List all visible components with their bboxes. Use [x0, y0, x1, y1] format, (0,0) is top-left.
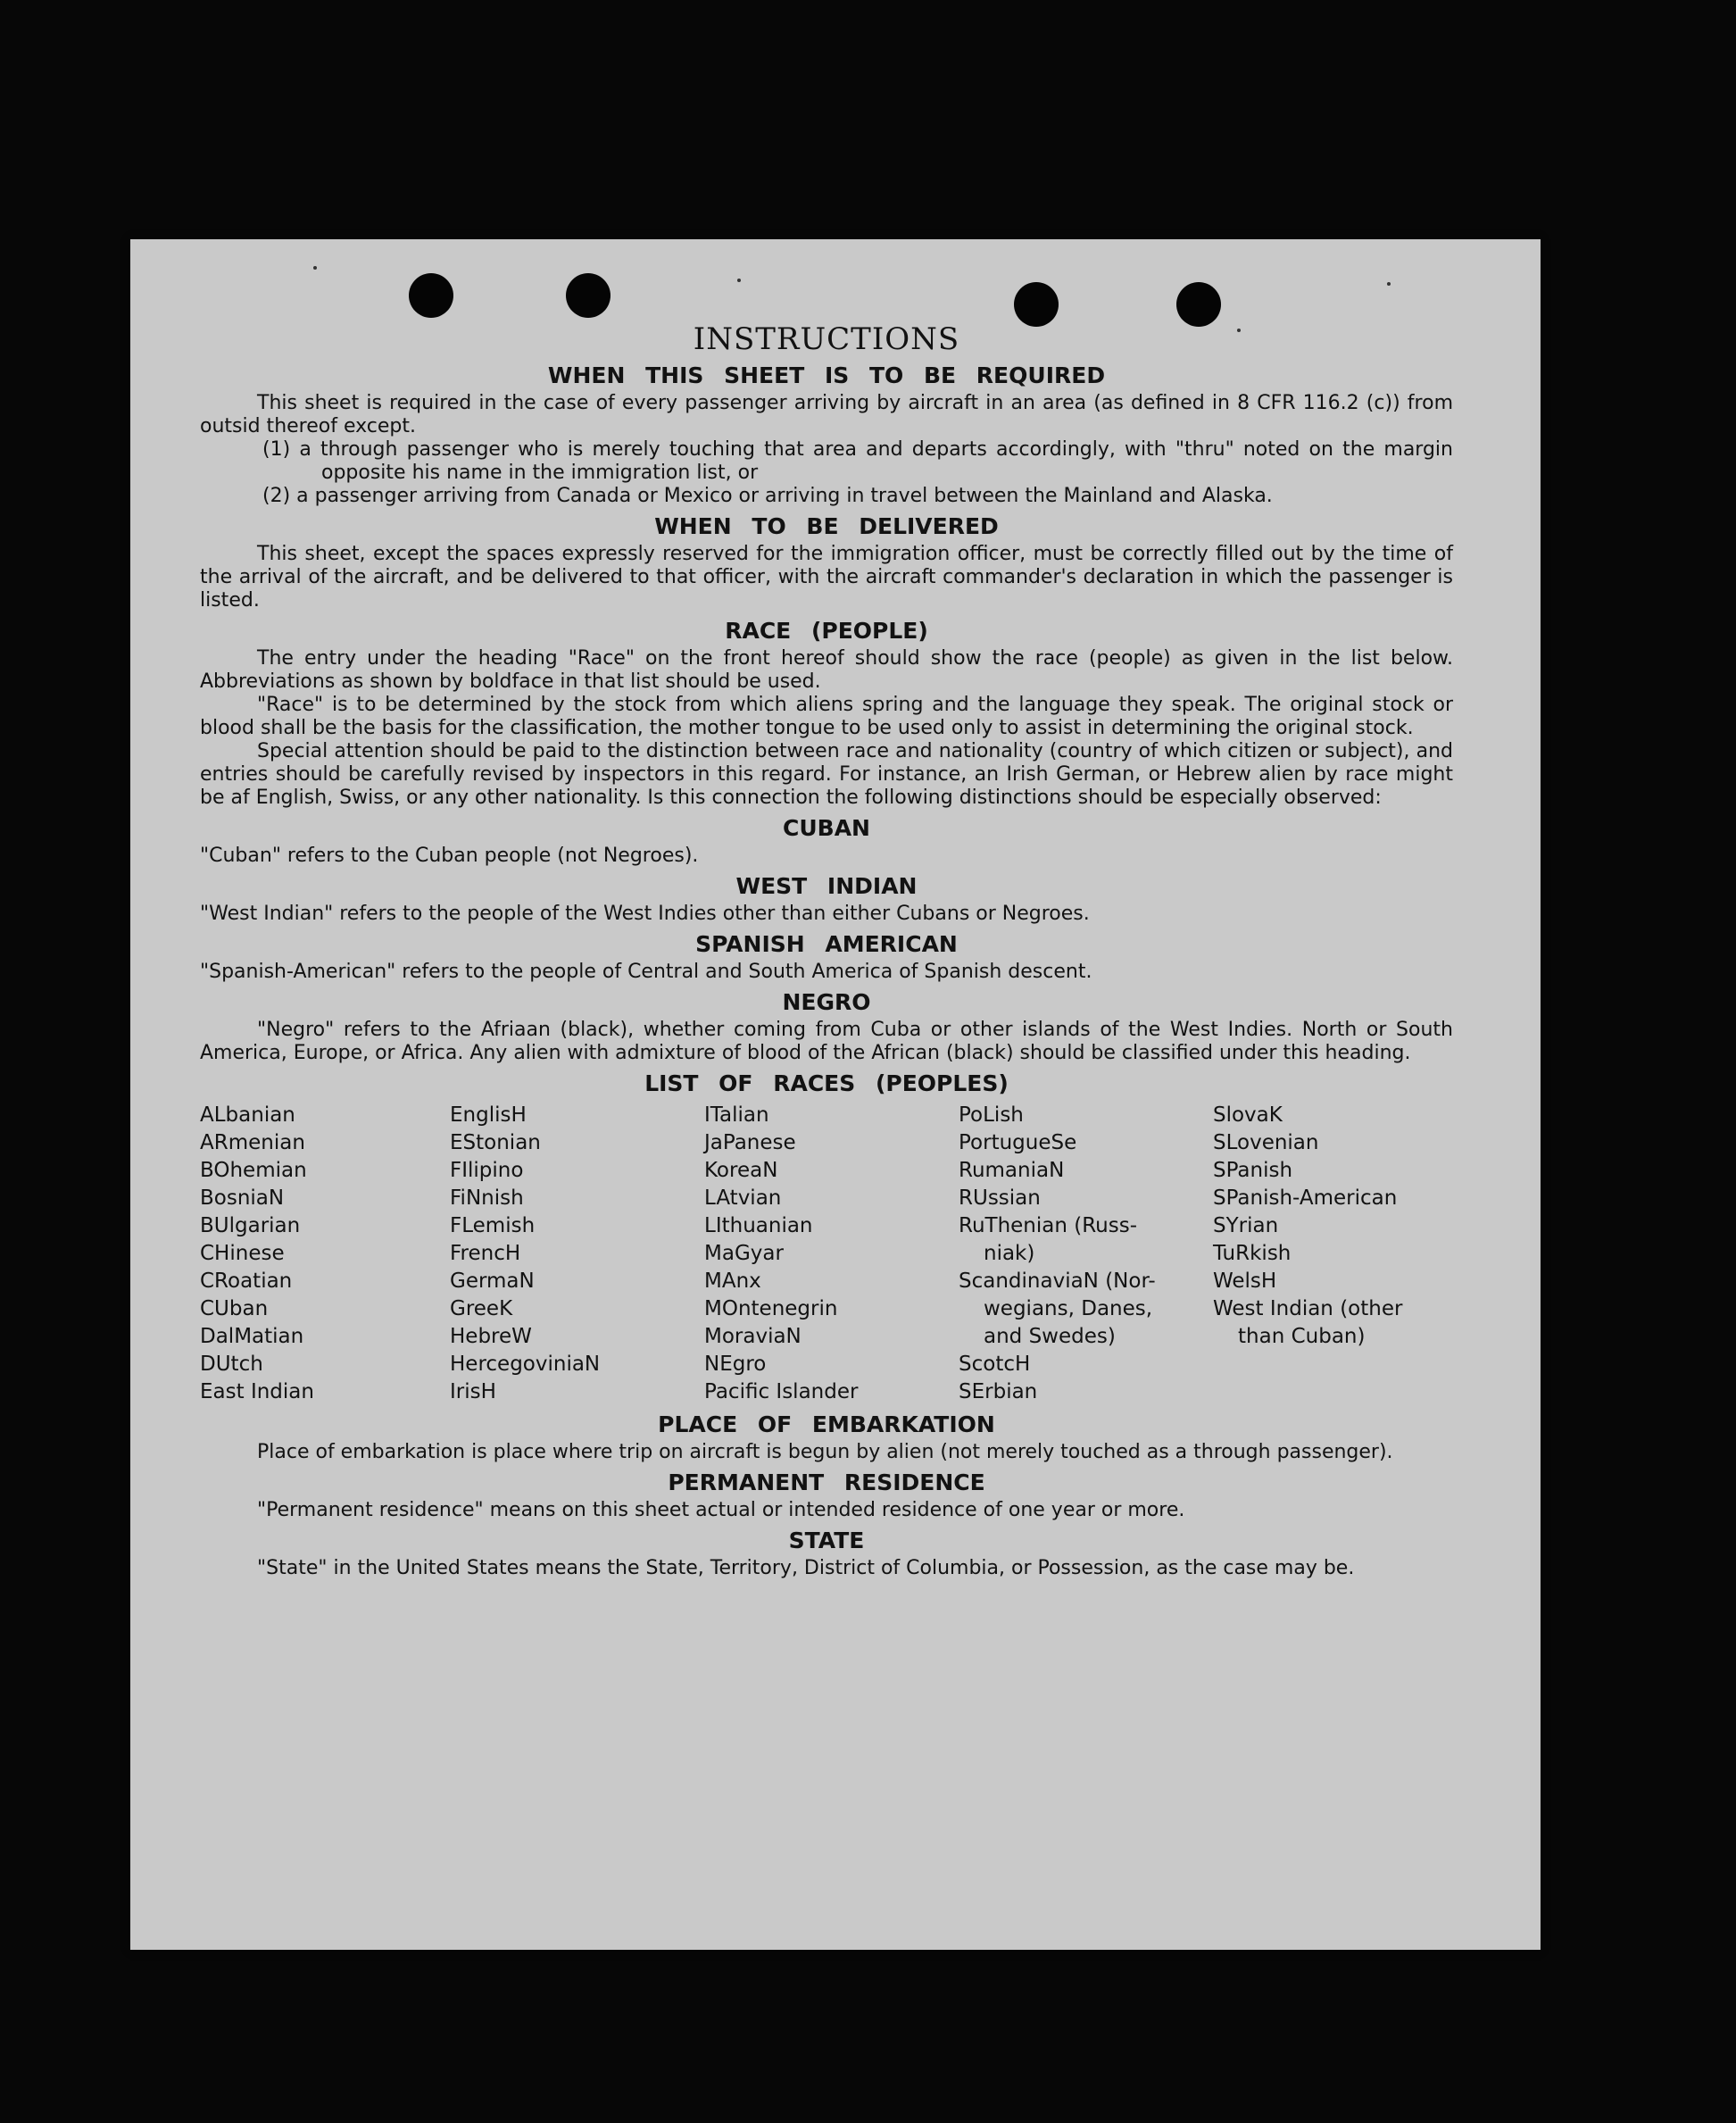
race-entry: EnglisH [450, 1103, 527, 1127]
races-column-1 [200, 1102, 450, 1406]
race-entry: ALbanian [200, 1103, 295, 1127]
race-entry: DUtch [200, 1353, 263, 1376]
exception-item-2: (2) a passenger arriving from Canada or Mexico or arriving in travel between the Mainland and Alaska. [262, 485, 1273, 507]
punch-hole [566, 273, 611, 318]
heading-when-required: WHEN THIS SHEET IS TO BE REQUIRED [547, 362, 1106, 388]
paragraph-race-1: The entry under the heading "Race" on the front hereof should show the race (people) as given in the list below. Abbreviations as shown by boldface in that list should be used. [200, 647, 1453, 693]
race-entry: CUban [200, 1297, 269, 1320]
race-entry: EStonian [450, 1131, 541, 1154]
exception-item-1: (1) a through passenger who is merely touching that area and departs accordingly, with "thru" noted on the margin opposite his name in the immigration list, or [262, 438, 1453, 484]
races-column-3 [704, 1102, 959, 1406]
race-entry: SPanish-American [1213, 1186, 1398, 1210]
race-entry: NEgro [704, 1353, 767, 1376]
race-entry: SPanish [1213, 1159, 1293, 1182]
race-entry: RuThenian (Russ- [959, 1214, 1138, 1237]
race-entry: SYrian [1213, 1214, 1279, 1237]
race-entry: GermaN [450, 1270, 535, 1293]
race-entry: JaPanese [704, 1131, 796, 1154]
dust-speck [1237, 329, 1241, 332]
race-entry: MoraviaN [704, 1325, 802, 1348]
race-entry: Pacific Islander [704, 1380, 859, 1403]
race-entry: WelsH [1213, 1270, 1277, 1293]
heading-list-of-races: LIST OF RACES (PEOPLES) [644, 1070, 1009, 1096]
race-entry: ITalian [704, 1103, 769, 1127]
race-entry: SErbian [959, 1380, 1038, 1403]
paragraph-west-indian: "West Indian" refers to the people of the West Indies other than either Cubans or Negroes. [200, 903, 1090, 925]
race-entry: ARmenian [200, 1131, 305, 1154]
race-entry: and Swedes) [984, 1325, 1116, 1348]
race-entry: FIlipino [450, 1159, 524, 1182]
paragraph-embarkation: Place of embarkation is place where trip on aircraft is begun by alien (not merely touched as a through passenger). [257, 1441, 1393, 1463]
race-entry: FLemish [450, 1214, 536, 1237]
heading-west-indian: WEST INDIAN [735, 873, 918, 899]
race-entry: MaGyar [704, 1242, 784, 1265]
races-column-4 [959, 1102, 1213, 1406]
heading-state: STATE [788, 1528, 865, 1553]
dust-speck [313, 266, 317, 270]
race-entry: BUlgarian [200, 1214, 301, 1237]
race-entry: LIthuanian [704, 1214, 813, 1237]
paragraph-when-delivered: This sheet, except the spaces expressly reserved for the immigration officer, must be correctly filled out by the time of the arrival of the aircraft, and be delivered to that officer, with the aircraft commander's declaration in which the passenger is listed. [200, 543, 1453, 612]
race-entry: niak) [984, 1242, 1035, 1265]
race-entry: FrencH [450, 1242, 521, 1265]
race-entry: KoreaN [704, 1159, 778, 1182]
heading-when-delivered: WHEN TO BE DELIVERED [654, 513, 999, 539]
race-entry: wegians, Danes, [984, 1297, 1153, 1320]
race-entry: SlovaK [1213, 1103, 1283, 1127]
punch-hole [1176, 282, 1221, 327]
race-entry: BosniaN [200, 1186, 285, 1210]
paragraph-when-required: This sheet is required in the case of every passenger arriving by aircraft in an area (as defined in 8 CFR 116.2 (c)) from outsid thereof except. [200, 392, 1453, 437]
paragraph-spanish-american: "Spanish-American" refers to the people of Central and South America of Spanish descent. [200, 961, 1092, 983]
race-entry: CHinese [200, 1242, 285, 1265]
race-entry: RumaniaN [959, 1159, 1065, 1182]
race-entry: PoLish [959, 1103, 1024, 1127]
race-entry: than Cuban) [1238, 1325, 1366, 1348]
races-list [200, 1102, 1453, 1406]
race-entry: PortugueSe [959, 1131, 1077, 1154]
heading-embarkation: PLACE OF EMBARKATION [658, 1411, 995, 1437]
heading-permanent-residence: PERMANENT RESIDENCE [668, 1469, 985, 1495]
heading-negro: NEGRO [782, 989, 871, 1015]
heading-spanish-american: SPANISH AMERICAN [695, 931, 958, 957]
punch-hole [1014, 282, 1059, 327]
race-entry: West Indian (other [1213, 1297, 1403, 1320]
races-column-2 [450, 1102, 704, 1406]
paragraph-negro: "Negro" refers to the Afriaan (black), whether coming from Cuba or other islands of the West Indies. North or South America, Europe, or Africa. Any alien with admixture of blood of the African (black) should be classified under this heading. [200, 1019, 1453, 1064]
punch-hole [409, 273, 453, 318]
race-entry: HercegoviniaN [450, 1353, 601, 1376]
race-entry: MAnx [704, 1270, 761, 1293]
race-entry: TuRkish [1213, 1242, 1292, 1265]
paragraph-cuban: "Cuban" refers to the Cuban people (not Negroes). [200, 845, 699, 867]
paragraph-state: "State" in the United States means the State, Territory, District of Columbia, or Possession, as the case may be. [257, 1557, 1355, 1579]
race-entry: DalMatian [200, 1325, 304, 1348]
race-entry: LAtvian [704, 1186, 782, 1210]
page-title: INSTRUCTIONS [693, 321, 960, 357]
race-entry: SLovenian [1213, 1131, 1319, 1154]
heading-race: RACE (PEOPLE) [725, 618, 928, 644]
race-entry: CRoatian [200, 1270, 293, 1293]
races-column-5 [1213, 1102, 1481, 1406]
race-entry: BOhemian [200, 1159, 307, 1182]
race-entry: FiNnish [450, 1186, 524, 1210]
paragraph-race-2: "Race" is to be determined by the stock from which aliens spring and the language they speak. The original stock or blood shall be the basis for the classification, the mother tongue to be used only to assist in determining the original stock. [200, 694, 1453, 739]
paragraph-permanent-residence: "Permanent residence" means on this sheet actual or intended residence of one year or more. [257, 1499, 1185, 1521]
race-entry: ScotcH [959, 1353, 1031, 1376]
race-entry: ScandinaviaN (Nor- [959, 1270, 1156, 1293]
race-entry: IrisH [450, 1380, 496, 1403]
race-entry: HebreW [450, 1325, 532, 1348]
instruction-sheet [130, 239, 1541, 1950]
paragraph-race-3: Special attention should be paid to the distinction between race and nationality (country of which citizen or subject), and entries should be carefully revised by inspectors in this regard. For instance, an Irish German, or Hebrew alien by race might be af English, Swiss, or any other nationality. Is this connection the following distinctions should be especially observed: [200, 740, 1453, 809]
race-entry: East Indian [200, 1380, 314, 1403]
dust-speck [737, 279, 741, 282]
race-entry: RUssian [959, 1186, 1041, 1210]
race-entry: GreeK [450, 1297, 513, 1320]
race-entry: MOntenegrin [704, 1297, 838, 1320]
dust-speck [1387, 282, 1391, 286]
heading-cuban: CUBAN [783, 815, 870, 841]
